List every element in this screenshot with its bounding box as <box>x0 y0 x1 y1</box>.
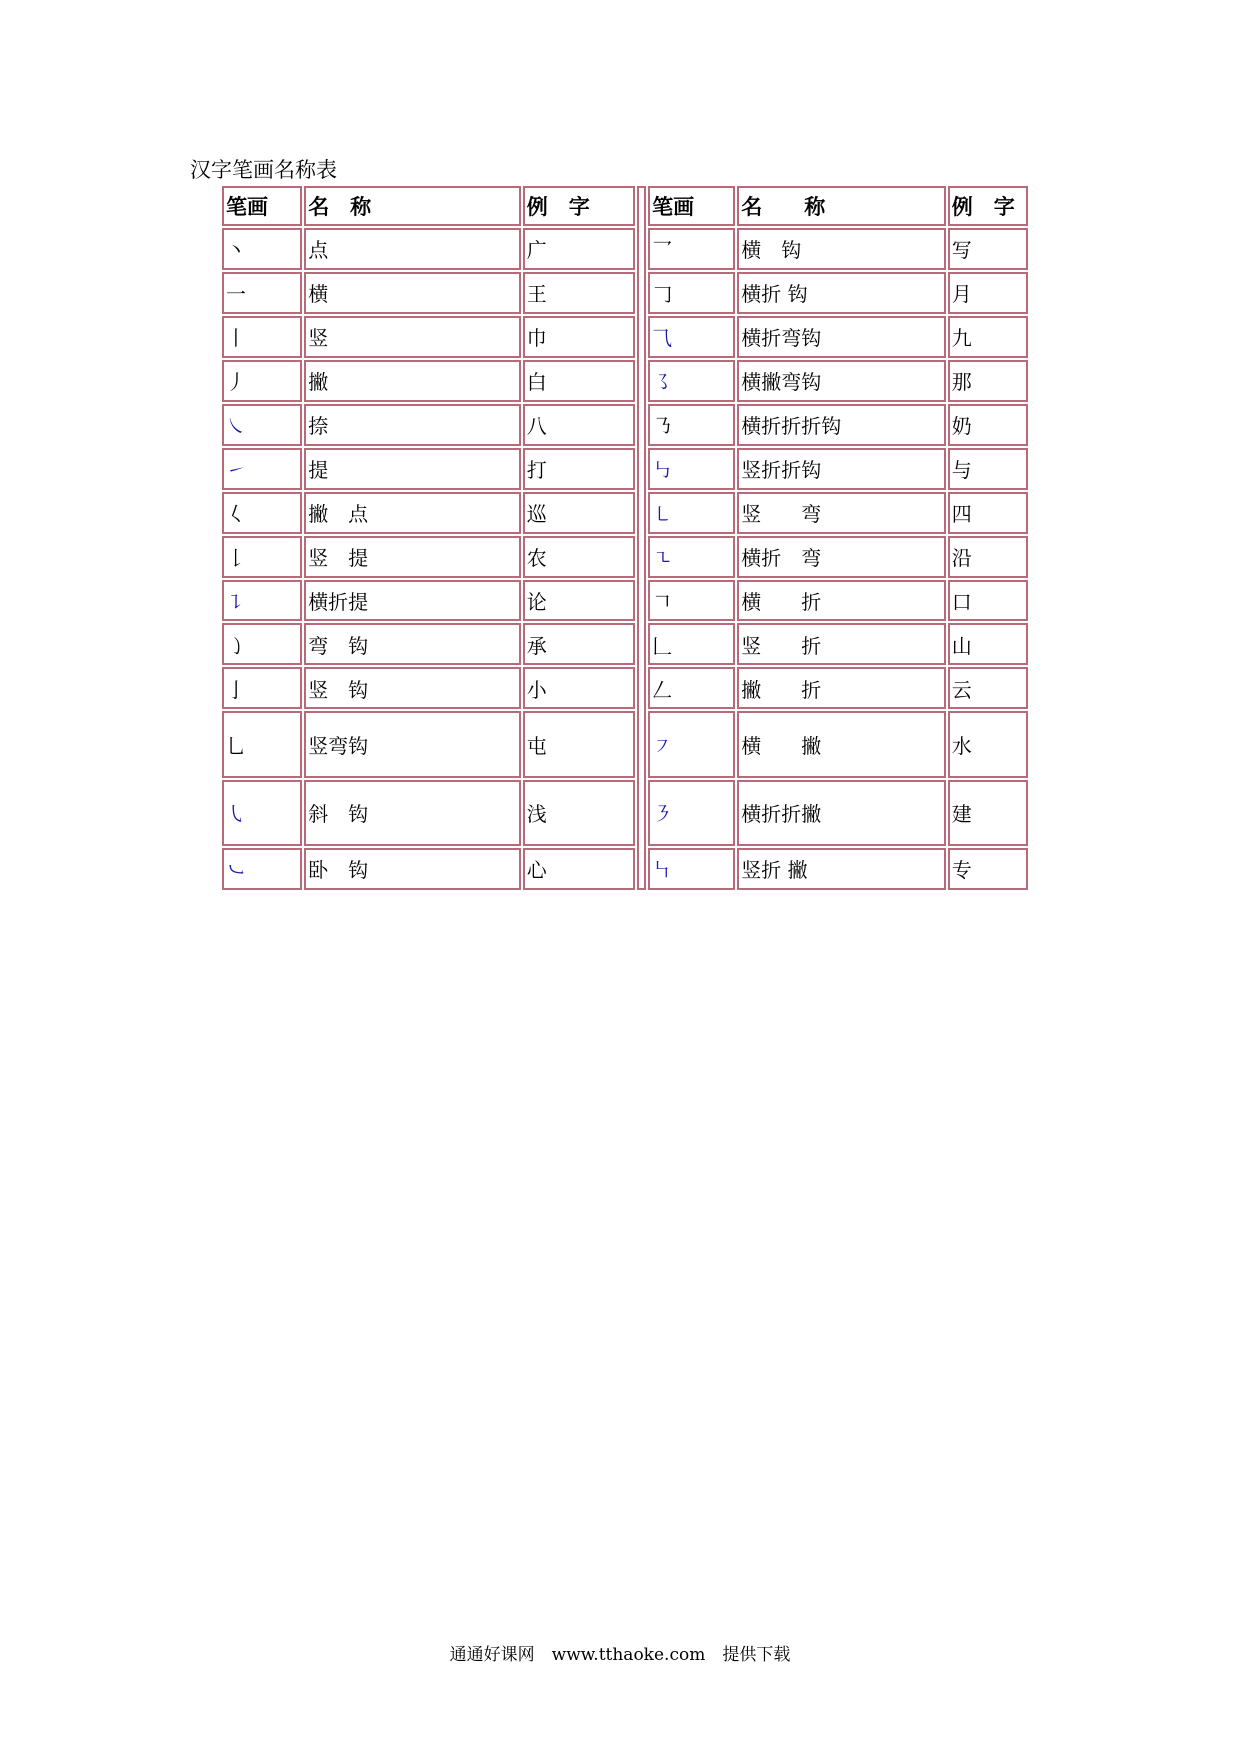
stroke-name-left: 竖 钩 <box>304 667 521 709</box>
stroke-name-left: 横折提 <box>304 580 521 622</box>
stroke-glyph-left: ㇃ <box>222 848 302 890</box>
stroke-glyph-right: 乛 <box>648 228 735 270</box>
footer-credit: 通通好课网 www.tthaoke.com 提供下载 <box>449 1645 791 1665</box>
table-row <box>222 711 1028 777</box>
table-header-row <box>222 186 1028 226</box>
example-char-right: 与 <box>948 448 1028 490</box>
stroke-name-left: 横 <box>304 272 521 314</box>
example-char-right: 那 <box>948 360 1028 402</box>
example-char-right: 水 <box>948 711 1028 777</box>
stroke-glyph-right: 𠃌 <box>648 272 735 314</box>
example-char-right: 云 <box>948 667 1028 709</box>
header-example-left: 例 字 <box>523 186 635 226</box>
example-char-left: 论 <box>523 580 635 622</box>
stroke-glyph-right: ㇡ <box>648 404 735 446</box>
stroke-glyph-right: ㇋ <box>648 780 735 846</box>
table-row <box>222 848 1028 890</box>
stroke-name-left: 竖 <box>304 316 521 358</box>
example-char-left: 农 <box>523 536 635 578</box>
example-char-right: 专 <box>948 848 1028 890</box>
stroke-glyph-right: ㇇ <box>648 711 735 777</box>
example-char-left: 八 <box>523 404 635 446</box>
table-row <box>222 316 1028 358</box>
stroke-name-right: 竖折折钩 <box>737 448 946 490</box>
table-row <box>222 667 1028 709</box>
example-char-right: 月 <box>948 272 1028 314</box>
stroke-name-left: 点 <box>304 228 521 270</box>
stroke-name-right: 横折折折钩 <box>737 404 946 446</box>
stroke-glyph-left: ㇁ <box>222 623 302 665</box>
stroke-name-left: 撇 点 <box>304 492 521 534</box>
example-char-left: 浅 <box>523 780 635 846</box>
stroke-glyph-left: 丿 <box>222 360 302 402</box>
example-char-left: 心 <box>523 848 635 890</box>
stroke-glyph-right: 𠃍 <box>648 580 735 622</box>
stroke-name-left: 卧 钩 <box>304 848 521 890</box>
stroke-names-table <box>220 184 1030 892</box>
page-title: 汉字笔画名称表 <box>190 158 337 182</box>
stroke-glyph-right: ㇞ <box>648 848 735 890</box>
stroke-name-right: 横 钩 <box>737 228 946 270</box>
example-char-left: 王 <box>523 272 635 314</box>
example-char-left: 巡 <box>523 492 635 534</box>
stroke-glyph-right: ⺄ <box>648 316 735 358</box>
stroke-glyph-left: 𠄌 <box>222 536 302 578</box>
stroke-name-left: 提 <box>304 448 521 490</box>
stroke-glyph-right: ㇍ <box>648 536 735 578</box>
header-example-right: 例 字 <box>948 186 1028 226</box>
header-stroke-left: 笔画 <box>222 186 302 226</box>
stroke-name-left: 捺 <box>304 404 521 446</box>
stroke-glyph-left: 丶 <box>222 228 302 270</box>
stroke-name-right: 竖 弯 <box>737 492 946 534</box>
example-char-right: 建 <box>948 780 1028 846</box>
example-char-right: 山 <box>948 623 1028 665</box>
example-char-right: 写 <box>948 228 1028 270</box>
table-row <box>222 623 1028 665</box>
stroke-glyph-right: 𠃋 <box>648 667 735 709</box>
stroke-glyph-left: 亅 <box>222 667 302 709</box>
stroke-glyph-left: ㇏ <box>222 404 302 446</box>
stroke-name-left: 弯 钩 <box>304 623 521 665</box>
table-row <box>222 228 1028 270</box>
stroke-glyph-right: ㇄ <box>648 492 735 534</box>
header-name-left: 名 称 <box>304 186 521 226</box>
header-stroke-right: 笔画 <box>648 186 735 226</box>
stroke-glyph-left: 一 <box>222 272 302 314</box>
stroke-name-right: 横折折撇 <box>737 780 946 846</box>
stroke-name-right: 横 折 <box>737 580 946 622</box>
stroke-glyph-left: 丨 <box>222 316 302 358</box>
stroke-glyph-right: ㇉ <box>648 448 735 490</box>
stroke-name-right: 竖折 撇 <box>737 848 946 890</box>
column-divider <box>637 186 646 890</box>
example-char-right: 奶 <box>948 404 1028 446</box>
table-row <box>222 448 1028 490</box>
stroke-name-left: 撇 <box>304 360 521 402</box>
stroke-name-right: 横 撇 <box>737 711 946 777</box>
stroke-glyph-left: ㇀ <box>222 448 302 490</box>
table-row <box>222 272 1028 314</box>
table-row <box>222 404 1028 446</box>
example-char-left: 屯 <box>523 711 635 777</box>
example-char-right: 四 <box>948 492 1028 534</box>
stroke-name-right: 撇 折 <box>737 667 946 709</box>
example-char-right: 九 <box>948 316 1028 358</box>
example-char-right: 口 <box>948 580 1028 622</box>
example-char-left: 打 <box>523 448 635 490</box>
stroke-name-left: 斜 钩 <box>304 780 521 846</box>
stroke-name-right: 横折 弯 <box>737 536 946 578</box>
table-row <box>222 780 1028 846</box>
stroke-name-right: 竖 折 <box>737 623 946 665</box>
stroke-glyph-right: ㇌ <box>648 360 735 402</box>
example-char-left: 巾 <box>523 316 635 358</box>
table-row <box>222 360 1028 402</box>
stroke-glyph-right: 𠃊 <box>648 623 735 665</box>
stroke-glyph-left: ㇊ <box>222 580 302 622</box>
table-row <box>222 580 1028 622</box>
example-char-left: 承 <box>523 623 635 665</box>
header-name-right: 名 称 <box>737 186 946 226</box>
table-row <box>222 492 1028 534</box>
stroke-name-right: 横折弯钩 <box>737 316 946 358</box>
table-row <box>222 536 1028 578</box>
stroke-name-right: 横折 钩 <box>737 272 946 314</box>
stroke-glyph-left: 𡿨 <box>222 492 302 534</box>
stroke-name-left: 竖 提 <box>304 536 521 578</box>
example-char-left: 广 <box>523 228 635 270</box>
stroke-glyph-left: 乚 <box>222 711 302 777</box>
stroke-name-right: 横撇弯钩 <box>737 360 946 402</box>
stroke-glyph-left: ㇂ <box>222 780 302 846</box>
example-char-right: 沿 <box>948 536 1028 578</box>
stroke-name-left: 竖弯钩 <box>304 711 521 777</box>
example-char-left: 小 <box>523 667 635 709</box>
example-char-left: 白 <box>523 360 635 402</box>
